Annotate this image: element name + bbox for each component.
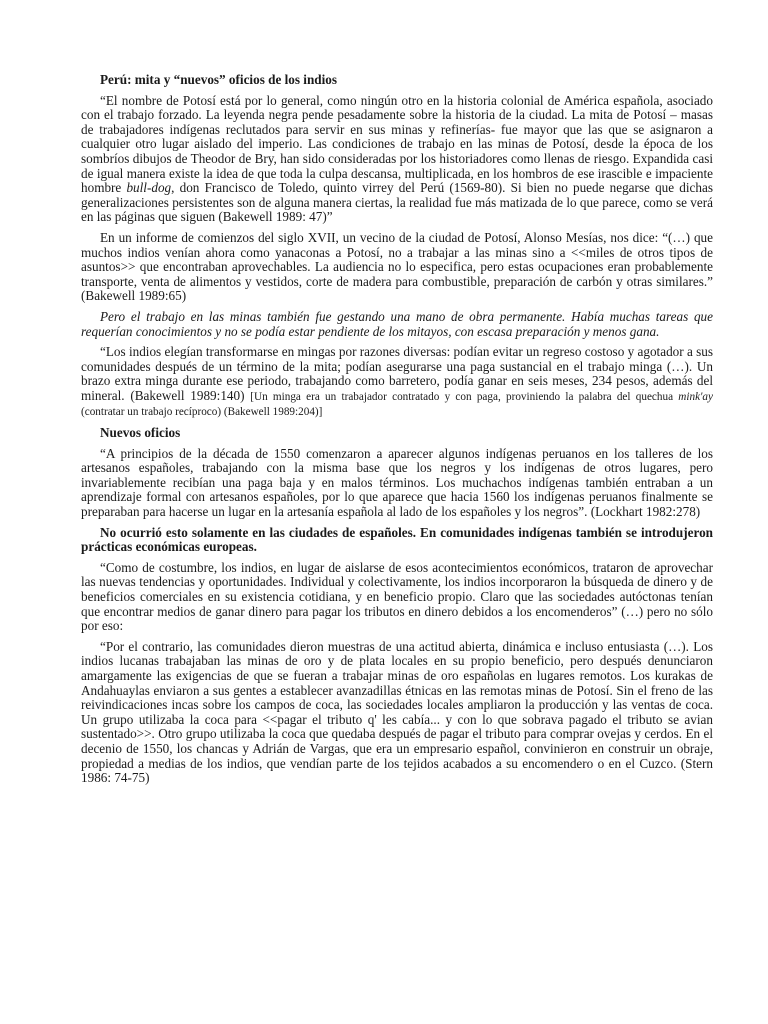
paragraph-mingas-quote bbox=[81, 345, 713, 420]
emphasis-text: bull-dog bbox=[126, 180, 172, 196]
paragraph-text: “Los indios elegían transformarse en mingas por razones diversas: podían evitar un regreso costoso y agotador a sus comunidades después de un término de la mita; podían asegurarse una paga sustancial en el trabajo minga (…). Un brazo extra minga durante ese periodo, trabajando como barretero, podía ganar en seis meses, 234 pesos, además del mineral. (Bakewell 1989:140) bbox=[81, 344, 713, 403]
paragraph-stern-quote: “Por el contrario, las comunidades dieron muestras de una actitud abierta, dinámica e incluso entusiasta (…). Los indios lucanas trabajaban las minas de oro y de plata locales en su propio beneficio, pero después denunciaron amargamente las exigencias de que se fueran a trabajar minas de oro españolas en lugares remotos. Los kurakas de Andahuaylas enviaron a sus gentes a establecer avanzadillas étnicas en las remotas minas de Potosí. Sin el freno de las reivindicaciones incas sobre los campos de coca, las sociedades locales ampliaron la producción y las ventas de coca. Un grupo utilizaba la coca para <<pagar el tributo q' les cabía... y con lo que sobrava pagado el tributo se avian sustentado>>. Otro grupo utilizaba la coca que quedaba después de pagar el tributo para comprar ovejas y cerdos. En el decenio de 1550, los chancas y Adrián de Vargas, que era un empresario español, convinieron en construir un obraje, propiedad a medias de los indios, que vendían parte de los tejidos acabados a su encomendero o en el Cuzco. (Stern 1986: 74-75) bbox=[81, 638, 713, 786]
footnote-emphasis: mink'ay bbox=[678, 390, 713, 403]
paragraph-permanent-labor: Pero el trabajo en las minas también fue gestando una mano de obra permanente. Había muchas tareas que requerían conocimientos y no se podía estar pendiente de los mitayos, con escasa preparación y menos gana. bbox=[81, 308, 713, 339]
paragraph-potosi-quote bbox=[81, 94, 713, 225]
section-heading-comunidades: No ocurrió esto solamente en las ciudades de españoles. En comunidades indígenas también se introdujeron prácticas económicas europeas. bbox=[81, 524, 713, 555]
paragraph-mesias-report: En un informe de comienzos del siglo XVII, un vecino de la ciudad de Potosí, Alonso Mesías, nos dice: “(…) que muchos indios venían ahora como yanaconas a Potosí, no a trabajar a las minas sino a <<miles de otros tipos de asuntos>> que encontraban aprovechables. La audiencia no lo especifica, pero estas ocupaciones eran probablemente transporte, venta de alimentos y vestidos, corte de madera para combustible, preparación de carbón y otras similares.” (Bakewell 1989:65) bbox=[81, 229, 713, 304]
paragraph-text: “El nombre de Potosí está por lo general, como ningún otro en la historia colonial de América española, asociado con el trabajo forzado. La leyenda negra pende pesadamente sobre la historia de la ciudad. La mita de Potosí – masas de trabajadores indígenas reclutados para servir en sus minas y refinerías- fue mayor que las que se asignaron a cualquier otro lugar aislado del imperio. Las condiciones de trabajo en las minas de Potosí, desde la época de los sombríos dibujos de Theodor de Bry, han sido consideradas por los historiadores como llenas de riesgo. Expandida casi de igual manera existe la idea de que toda la culpa descansa, multiplicada, en los hombros de ese irascible e impaciente hombre bbox=[81, 92, 713, 196]
footnote-text: [Un minga era un trabajador contratado y con paga, proviniendo la palabra del quechua bbox=[250, 390, 679, 403]
paragraph-costumbre-quote: “Como de costumbre, los indios, en lugar de aislarse de esos acontecimientos económicos, trataron de aprovechar las nuevas tendencias y oportunidades. Individual y colectivamente, los indios incorporaron la búsqueda de dinero y de beneficios comerciales en su existencia cotidiana, y en beneficio propio. Claro que las sociedades autóctonas tenían que encontrar medios de ganar dinero para pagar los tributos en dinero debidos a los encomenderos” (…) pero no sólo por eso: bbox=[81, 559, 713, 634]
paragraph-text: , don Francisco de Toledo, quinto virrey del Perú (1569-80). Si bien no puede negarse que dichas generalizaciones persistentes son de alguna manera ciertas, la realidad fue más matizada de lo que parece, como se verá en las páginas que siguen (Bakewell 1989: 47)” bbox=[81, 180, 713, 225]
footnote-text: (contratar un trabajo recíproco) (Bakewell 1989:204)] bbox=[81, 406, 323, 419]
paragraph-lockhart-quote: “A principios de la década de 1550 comenzaron a aparecer algunos indígenas peruanos en los talleres de los artesanos españoles, trabajando con la misma base que los negros y los indígenas de otros lugares, pero invariablemente recibían una paga baja y en malos términos. Los muchachos indígenas también entraban a un aprendizaje formal con artesanos españoles, por lo que aparece que hacia 1560 los indígenas peruanos finalmente se preparaban para hacerse un lugar en la artesanía española al lado de los españoles y los negros”. (Lockhart 1982:278) bbox=[81, 445, 713, 520]
document-page bbox=[81, 73, 713, 792]
section-heading-nuevos-oficios: Nuevos oficios bbox=[100, 425, 181, 441]
section-heading-mita: Perú: mita y “nuevos” oficios de los indios bbox=[100, 72, 338, 87]
